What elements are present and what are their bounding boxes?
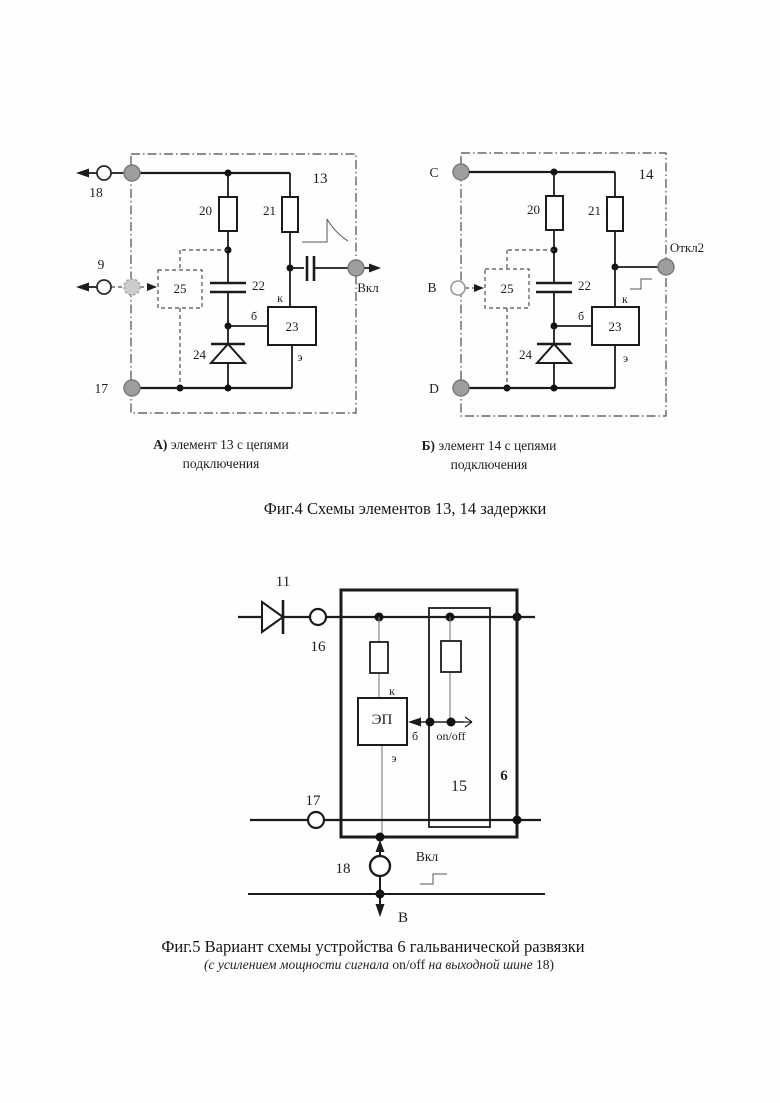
figure5-caption: Фиг.5 Вариант схемы устройства 6 гальванической развязки [161, 937, 585, 956]
arrow-right-onoff-icon [464, 717, 472, 727]
pin-k-label: к [622, 292, 628, 306]
terminal-17-node [308, 812, 324, 828]
arrow-left-9-icon [76, 283, 89, 292]
terminal-otkl2-node [658, 259, 674, 275]
caption-b-prefix: Б) [421, 438, 436, 453]
terminal-d-node [453, 380, 469, 396]
terminal-9-node [124, 279, 140, 295]
figure5-subcaption-italic1: (с усилением мощности сигнала [203, 957, 393, 972]
vkl-label: Вкл [415, 849, 439, 864]
figure5-subcaption-18: 18) [536, 957, 554, 972]
pin-b-label: б [411, 729, 419, 743]
pin-b-label: б [577, 309, 585, 323]
terminal-vkl-node [348, 260, 364, 276]
diode-24 [211, 326, 245, 388]
element14-boundary [461, 153, 666, 416]
diode-11-label: 11 [275, 574, 291, 590]
resistor-20-label: 20 [199, 203, 212, 218]
arrow-left-18-icon [76, 169, 89, 178]
capacitor-22-label: 22 [252, 278, 265, 293]
figure5-subcaption-onoff: on/off [392, 957, 426, 972]
transistor-23-label: 23 [285, 319, 299, 334]
terminal-d-label: D [429, 381, 439, 396]
diode-24-label: 24 [193, 347, 206, 362]
block-25-label: 25 [173, 281, 187, 296]
diode-24-label: 24 [519, 347, 532, 362]
figure4-element13 [76, 154, 381, 413]
terminal-18-outer-circle [97, 166, 111, 180]
element13-label: 13 [312, 171, 328, 187]
terminal-c-node [453, 164, 469, 180]
junction-dot [225, 385, 232, 392]
pin-b-label: б [250, 309, 258, 323]
pin-e-label: э [623, 351, 629, 365]
terminal-9-outer-circle [97, 280, 111, 294]
figure4-caption: Фиг.4 Схемы элементов 13, 14 задержки [263, 499, 547, 518]
terminal-16-label: 16 [310, 639, 326, 655]
resistor-20-label: 20 [527, 202, 540, 217]
terminal-18-node [370, 856, 390, 876]
terminal-b-label: B [427, 280, 437, 295]
figure5-subcaption-italic2: на выходной шине [425, 957, 536, 972]
step-waveform-icon [630, 279, 652, 289]
caption-a-text: элемент 13 с цепями [167, 437, 289, 452]
pin-k-label: к [389, 684, 395, 698]
diode-24 [537, 326, 571, 388]
caption-a-prefix: А) [153, 437, 168, 452]
caption-element13 [121, 435, 321, 473]
arrow-down-icon [376, 904, 385, 917]
arrow-right-vkl-icon [369, 264, 381, 273]
junction-dot [447, 718, 456, 727]
resistor-21 [607, 197, 623, 231]
terminal-17-node [124, 380, 140, 396]
junction-dot [426, 718, 435, 727]
arrow-into-25-icon [474, 284, 484, 292]
resistor-21-label: 21 [588, 203, 601, 218]
caption-b-text: элемент 14 с цепями [435, 438, 557, 453]
figure5-isolation-device [238, 574, 545, 926]
resistor-right [441, 641, 461, 672]
terminal-18-label: 18 [89, 185, 103, 200]
caption-element13-line1 [121, 435, 321, 454]
capacitor-22 [536, 283, 572, 292]
resistor-left [370, 642, 388, 673]
diode-11 [262, 602, 283, 632]
terminal-c-label: C [429, 165, 439, 180]
onoff-label: on/off [436, 729, 466, 743]
emitter-follower-label: ЭП [371, 712, 393, 728]
pin-e-label: э [391, 751, 397, 765]
capacitor-22 [210, 283, 246, 292]
pin-k-label: к [277, 291, 283, 305]
terminal-b-node [451, 281, 465, 295]
block-25-label: 25 [500, 281, 514, 296]
block25-dashed-wires [465, 250, 554, 388]
resistor-21 [282, 197, 298, 232]
caption-element14-line1 [389, 436, 589, 455]
terminal-18-node [124, 165, 140, 181]
bus-b-label: В [397, 910, 409, 926]
terminal-18-label: 18 [335, 861, 351, 877]
caption-element14-line2: подключения [450, 457, 528, 472]
transistor-23-label: 23 [608, 319, 622, 334]
device-6-label: 6 [500, 768, 508, 784]
pin-e-label: э [297, 350, 303, 364]
output-otkl2-label: Откл2 [669, 240, 705, 255]
junction-dot [551, 385, 558, 392]
step-waveform-icon [420, 874, 447, 884]
output-vkl-label: Вкл [357, 280, 379, 295]
terminal-17-label: 17 [94, 381, 108, 396]
unit-15-label: 15 [451, 778, 467, 795]
element14-label: 14 [638, 167, 654, 183]
caption-element14 [389, 436, 589, 474]
terminal-17-label: 17 [305, 793, 321, 809]
figure4-element14 [427, 153, 704, 416]
block25-dashed-wires [111, 250, 228, 388]
capacitor-22-label: 22 [578, 278, 591, 293]
resistor-20 [546, 196, 563, 230]
caption-element13-line2: подключения [182, 456, 260, 471]
terminal-16-node [310, 609, 326, 625]
terminal-9-label: 9 [97, 257, 105, 272]
resistor-21-label: 21 [263, 203, 276, 218]
exp-pulse-waveform-icon [302, 219, 348, 242]
resistor-20 [219, 197, 237, 231]
figure5-subcaption [79, 957, 679, 973]
junction-dot [513, 816, 522, 825]
arrow-into-25-icon [147, 283, 157, 291]
